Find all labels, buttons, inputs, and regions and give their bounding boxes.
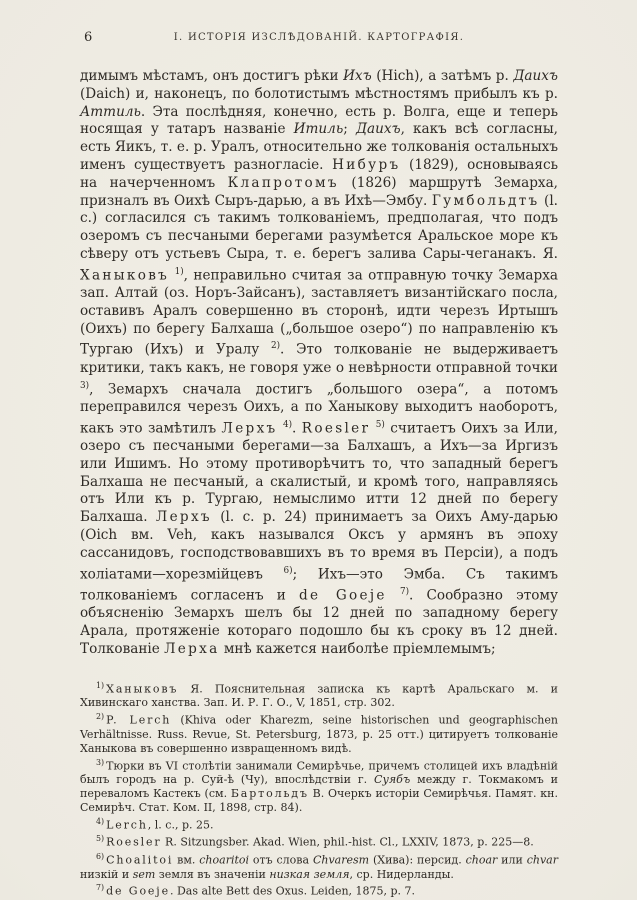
footnote-2-marker: 2) — [96, 712, 105, 722]
footnotes — [80, 679, 558, 899]
footnote-4-marker: 4) — [96, 816, 105, 826]
footnote-3-marker: 3) — [96, 757, 105, 767]
footnote-5-marker: 5) — [96, 834, 105, 844]
footnote-5-text: Roesler R. Sitzungsber. Akad. Wien, phil.-hist. Cl., LXXIV, 1873, p. 225—8. — [106, 836, 534, 850]
footnote-3-text: Тюрки въ VI столѣтіи занимали Семирѣчье, причемъ столицей ихъ владѣній былъ городъ на р. Суй-ѣ (Чу), впослѣдствіи г. Суябъ между г. Токмакомъ и переваломъ Кастекъ (см. Бартольдъ В. Очеркъ исторіи Семирѣчья. Памят. кн. Семирѣч. Стат. Ком. II, 1898, стр. 84). — [80, 759, 558, 814]
footnote-5 — [80, 832, 558, 850]
footnote-6-marker: 6) — [96, 851, 105, 861]
page-header — [80, 30, 558, 47]
footnote-3 — [80, 756, 558, 815]
footnote-1 — [80, 679, 558, 710]
footnote-2 — [80, 710, 558, 755]
page-number: 6 — [84, 30, 93, 45]
footnote-7 — [80, 881, 558, 899]
footnote-4-text: Lerch, l. c., p. 25. — [106, 818, 214, 832]
footnote-7-text: de Goeje. Das alte Bett des Oxus. Leiden, 1875, p. 7. — [106, 885, 416, 899]
footnote-6 — [80, 850, 558, 881]
footnote-7-marker: 7) — [96, 883, 105, 893]
running-title: І. ИСТОРІЯ ИЗСЛѢДОВАНІЙ. КАРТОГРАФІЯ. — [173, 32, 465, 43]
footnote-4 — [80, 815, 558, 833]
footnote-1-marker: 1) — [96, 680, 105, 690]
footnote-6-text: Choalitoi вм. choaritoi отъ слова Chvaresm (Хива): персид. choar или chvar низкій и sem земля въ значеніи низкая земля, ср. Нидерланды. — [80, 853, 558, 881]
body-paragraph: димымъ мѣстамъ, онъ достигъ рѣки Ихъ (Hich), а затѣмъ р. Даихъ (Daich) и, наконецъ, по болотистымъ мѣстностямъ прибылъ къ р. Аттиль. Эта послѣдняя, конечно, есть р. Волга, еще и теперь носящая у татаръ названіе Итиль; Даихъ, какъ всѣ согласны, есть Яикъ, т. е. р. Уралъ, относительно же толкованія остальныхъ именъ существуетъ разногласіе. Нибуръ (1829), основываясь на начерченномъ Клапротомъ (1826) маршрутѣ Земарха, призналъ въ Оихѣ Сыръ-дарью, а въ Ихѣ—Эмбу. Гумбольдтъ (l. c.) согласился съ такимъ толкованіемъ, предполагая, что подъ озеромъ съ песчаными берегами разумѣется Аральское море къ сѣверу отъ устьевъ Сыра, т. е. берегъ залива Сары-чеганакъ. Я. Ханыковъ $^{1)}$, неправильно считая за отправную точку Земарха зап. Алтай (оз. Норъ-Зайсанъ), заставляетъ византійскаго посла, оставивъ Аралъ совершенно въ сторонѣ, идти черезъ Иртышъ (Оихъ) по берегу Балхаша („большое озеро“) по направленію къ Тургаю (Ихъ) и Уралу $^{2)}$. Это толкованіе не выдерживаетъ критики, такъ какъ, не говоря уже о невѣрности отправной точки $^{3)}$, Земархъ сначала достигъ „большого озера“, а потомъ переправился черезъ Оихъ, а по Ханыкову выходитъ наоборотъ, какъ это замѣтилъ Лерхъ $^{4)}$. Roesler $^{5)}$ считаетъ Оихъ за Или, озеро съ песчаными берегами—за Балхашъ, а Ихъ—за Иргизъ или Ишимъ. Но этому противорѣчитъ то, что западный берегъ Балхаша не песчаный, а скалистый, и кромѣ того, направляясь отъ Или къ р. Тургаю, немыслимо итти 12 дней по берегу Балхаша. Лерхъ (l. c. p. 24) принимаетъ за Оихъ Аму-дарью (Oich вм. Veh, какъ назывался Оксъ у армянъ въ эпоху сассанидовъ, господствовавшихъ въ то время въ Персіи), а подъ холіатами—хорезмійцевъ $^{6)}$; Ихъ—это Эмба. Съ такимъ толкованіемъ согласенъ и de Goeje $^{7)}$. Сообразно этому объясненію Земархъ шелъ бы 12 дней по западному берегу Арала, протяженіе котораго подошло бы къ сроку въ 12 дней. Толкованіе Лерха мнѣ кажется наиболѣе пріемлемымъ; — [80, 68, 559, 657]
footnote-1-text: Ханыковъ Я. Пояснительная записка къ картѣ Аральскаго м. и Хивинскаго ханства. Зап. И. Р. Г. О., V, 1851, стр. 302. — [80, 682, 558, 710]
footnote-2-text: P. Lerch (Khiva oder Kharezm, seine historischen und geographischen Verhältnisse. Russ. Revue, St. Petersburg, 1873, p. 25 отт.) цитируетъ толкованіе Ханыкова въ совершенно извращенномъ видѣ. — [80, 713, 558, 755]
